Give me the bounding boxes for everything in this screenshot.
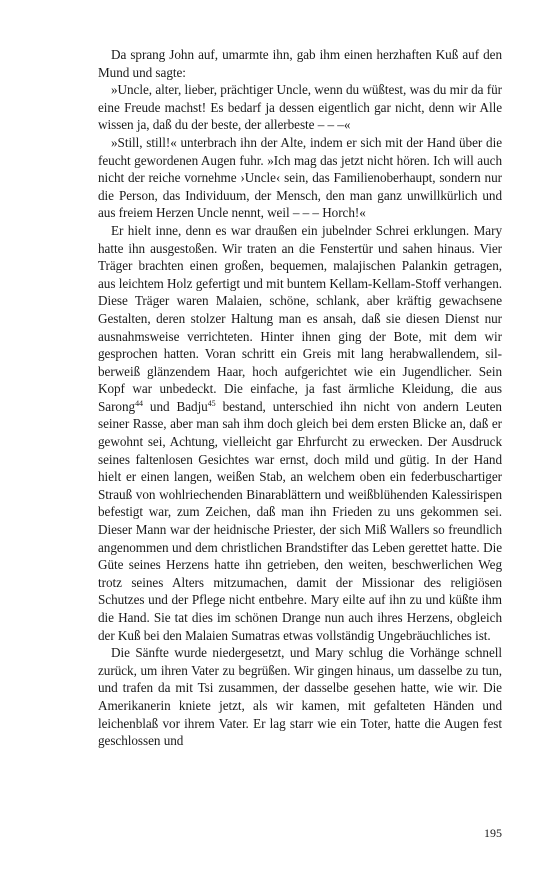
page-body: [98, 46, 502, 750]
paragraph-text: Die Sänfte wurde niedergesetzt, und Mary schlug die Vorhänge schnell zurück, um ihren Vater zu begrüßen. Wir gingen hinaus, um dasselbe zu tun, und trafen da mit Tsi zusammen, der dasselbe gesehen hatte, wie wir. Die Amerikanerin kniete jetzt, als wir kamen, mit gefalteten Händen und leichenblaß vor ihrem Vater. Er lag starr wie ein Toter, hatte die Augen fest geschlossen und: [98, 645, 502, 749]
page-number: 195: [484, 826, 502, 840]
paragraph-text: Da sprang John auf, umarmte ihn, gab ihm einen herzhaften Kuß auf den Mund und sagte:: [98, 47, 502, 80]
paragraph-text: »Uncle, alter, lieber, prächtiger Uncle, wenn du wüßtest, was du mir da für eine Freude machst! Es bedarf ja dessen eigentlich gar nicht, denn wir Alle wissen ja, daß du der beste, der allerbeste – – –«: [98, 82, 502, 133]
paragraph: [98, 222, 502, 644]
paragraph-text: bestand, unterschied ihn nicht von andern Leuten seiner Rasse, aber man sah ihm doch gleich bei dem ersten Blicke an, daß er gewohnt sei, Achtung, vielleicht gar Ehrfurcht zu erwecken. Der Ausdruck seines faltenlosen Gesichtes war ernst, doch mild und gütig. In der Hand hielt er einen langen, weißen Stab, an welchem oben ein federbuschartiger Strauß von wohlriechenden Binarablättern und weißblühenden Kalessirispen befestigt war, zum Zeichen, daß man ihn Frieden zu uns gekommen sei. Dieser Mann war der heidnische Priester, der sich Miß Wallers so freundlich angenommen und dem christlichen Brandstifter das Leben gerettet hatte. Die Güte seines Herzens hatte ihn getrieben, den weiten, beschwerlichen Weg trotz seines Alters mitzumachen, damit der Missionar des religiösen Schutzes und der Pflege nicht entbehre. Mary eilte auf ihn zu und küßte ihm die Hand. Sie tat dies im schönen Drange nun auch ihres Herzens, obgleich der Kuß bei den Malaien Sumatras etwas vollständig Ungebräuchliches ist.: [98, 398, 502, 643]
paragraph: [98, 644, 502, 750]
paragraph-text: »Still, still!« unterbrach ihn der Alte, indem er sich mit der Hand über die feucht gewordenen Augen fuhr. »Ich mag das jetzt nicht hören. Ich will auch nicht der reiche vornehme ›Uncle‹ sein, das Familienoberhaupt, sondern nur die Person, das Individuum, der Mensch, den man ganz unwillkürlich und aus freiem Herzen Uncle nennt, weil – – – Horch!«: [98, 134, 502, 221]
footnote-marker: 44: [135, 398, 143, 408]
footnote-marker: 45: [207, 398, 216, 408]
paragraph: [98, 81, 502, 134]
paragraph: [98, 134, 502, 222]
paragraph-text: und Badju: [142, 398, 208, 414]
paragraph: [98, 46, 502, 81]
paragraph-text: Er hielt inne, denn es war draußen ein jubelnder Schrei erklungen. Mary hatte ihn ausgestoßen. Wir traten an die Fenstertür und sahen hinaus. Vier Träger brachten einen großen, bequemen, malajischen Palankin getragen, aus leichtem Holz gefertigt und mit buntem Kellam-Kellam-Stoff verhangen. Diese Träger waren Malaien, schöne, schlank, aber kräftig gewachsene Gestalten, deren stolzer Haltung man es ansah, daß sie diesen Dienst nur ausnahmsweise verrichteten. Hinter ihnen ging der Bote, mit dem wir gesprochen hatten. Voran schritt ein Greis mit lang herabwallendem, silberweiß glänzendem Haar, hoch aufgerichtet wie ein Jugendlicher. Sein Kopf war unbedeckt. Die einfache, ja fast ärmliche Kleidung, die aus Sarong: [98, 222, 502, 414]
